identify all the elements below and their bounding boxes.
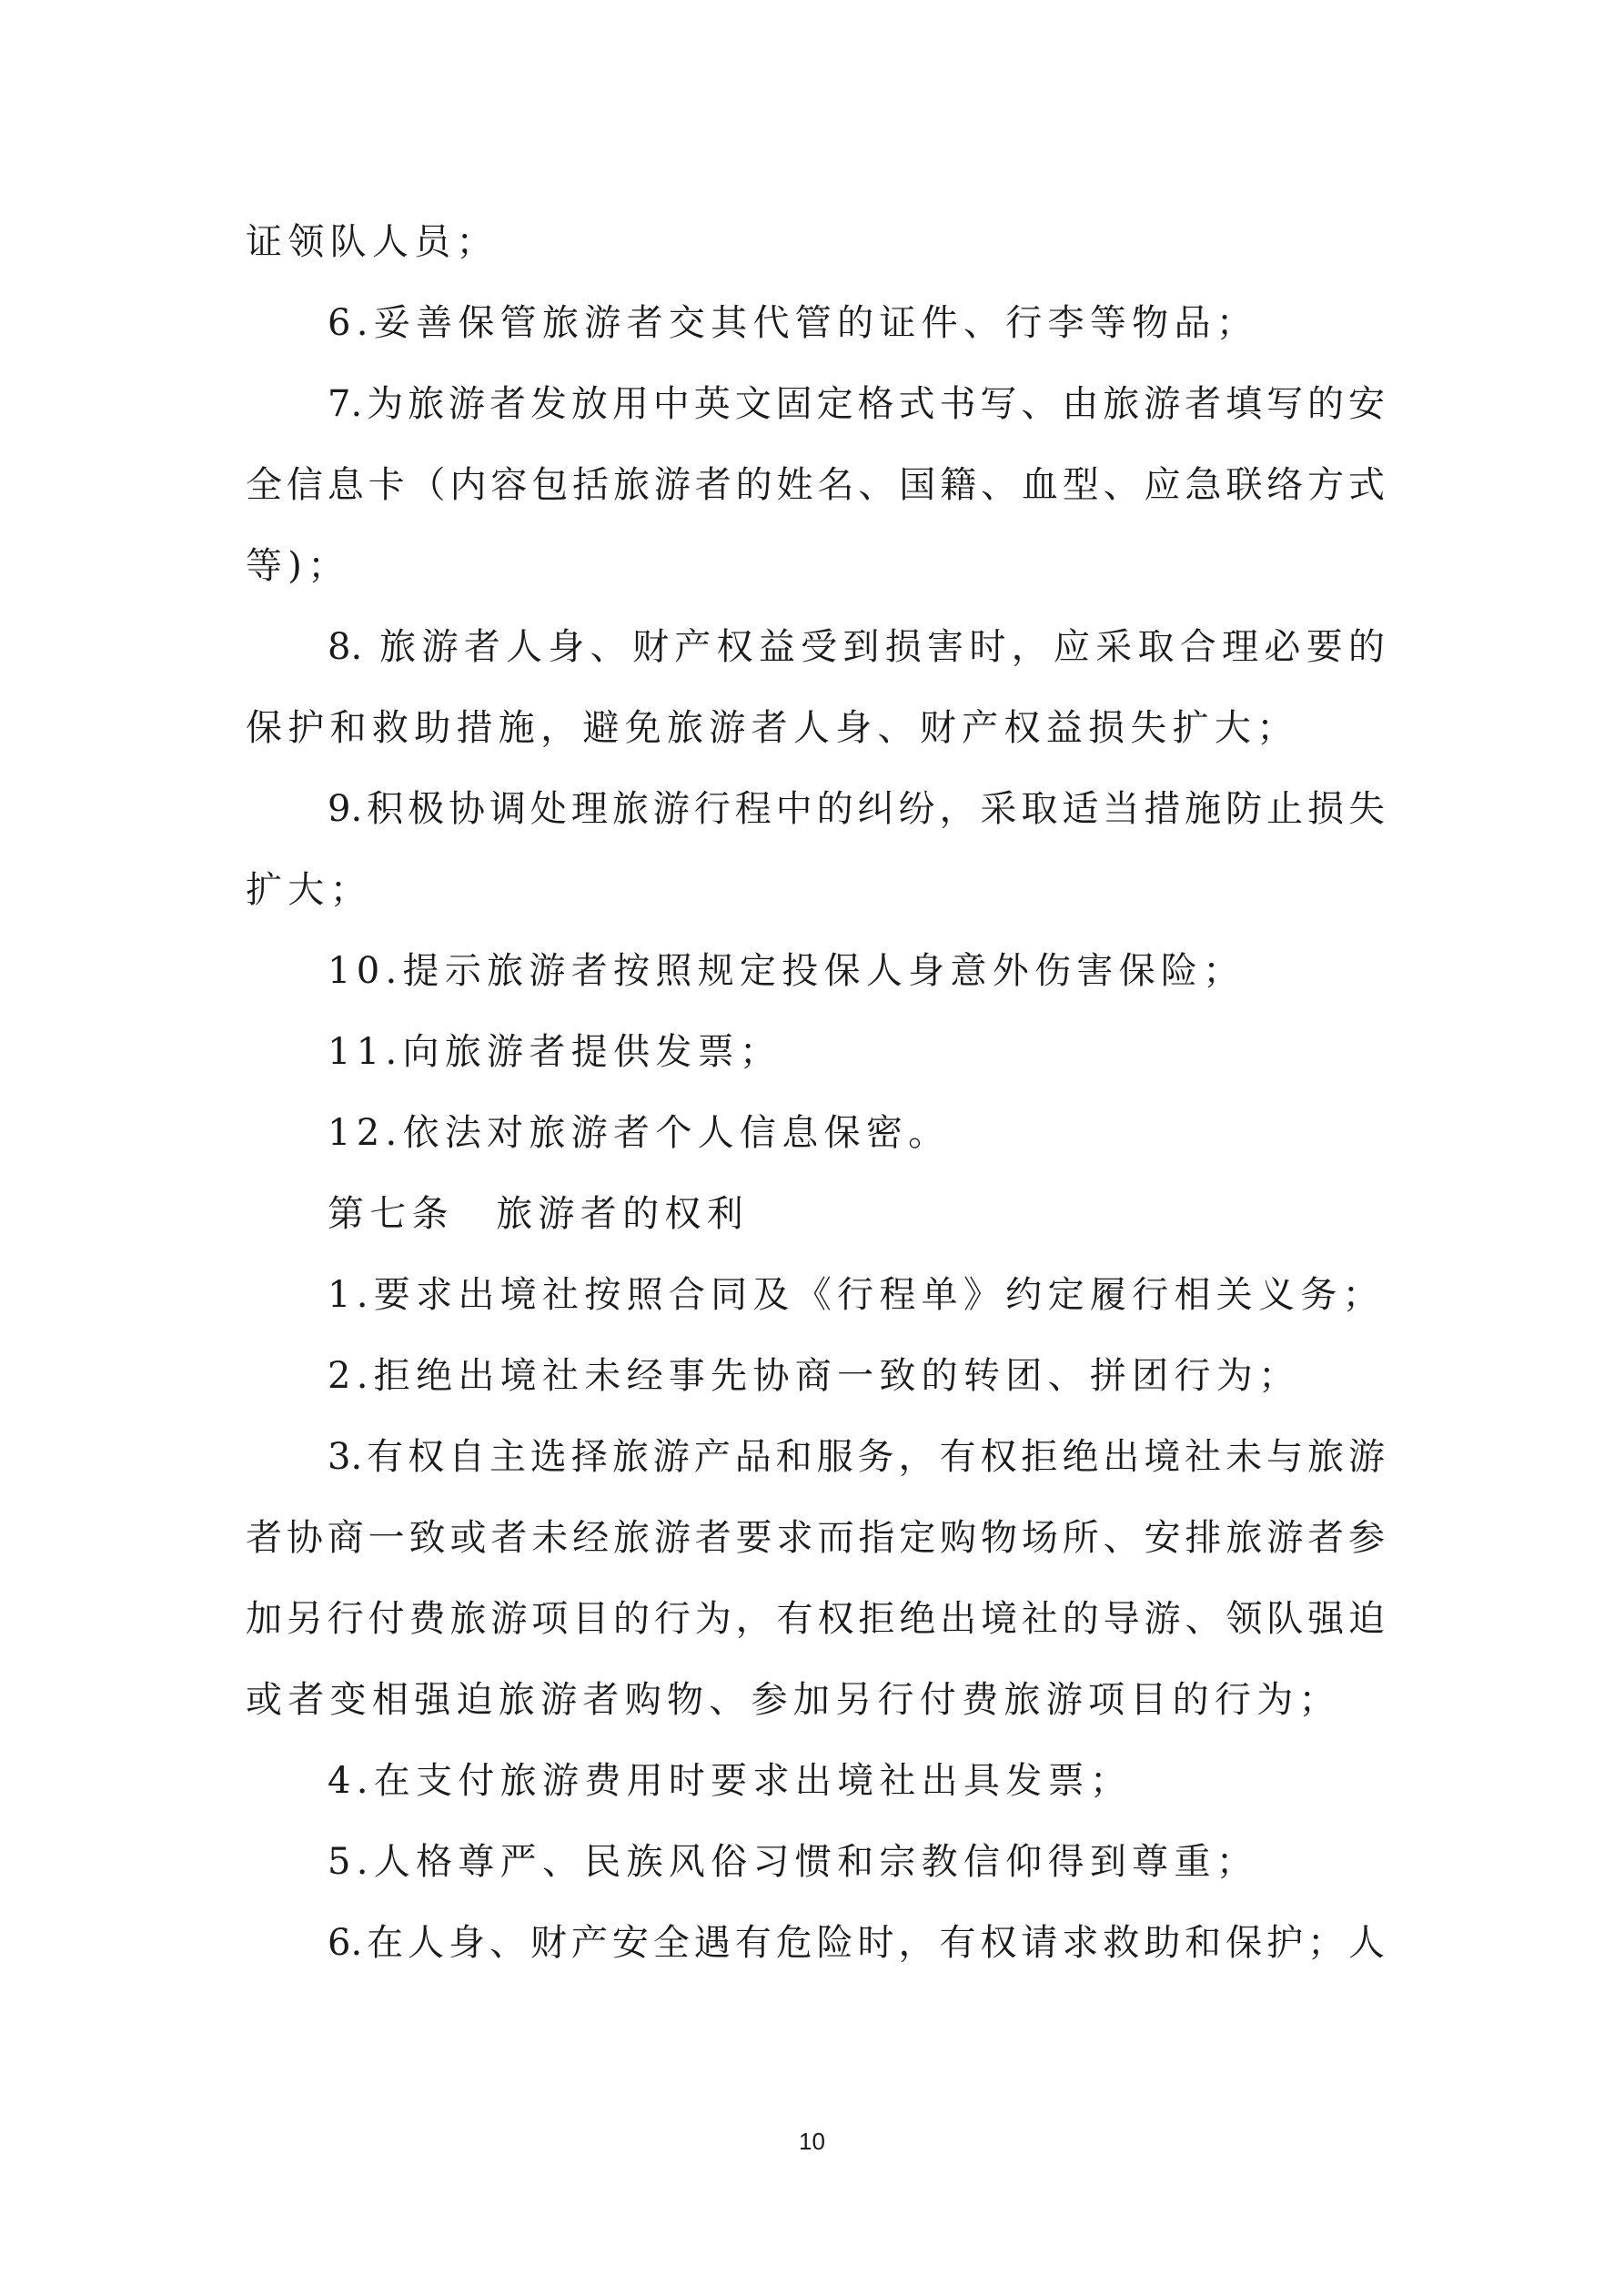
text-line: 或者变相强迫旅游者购物、参加另行付费旅游项目的行为； bbox=[246, 1679, 1341, 1721]
text-line: 4.在支付旅游费用时要求出境社出具发票； bbox=[328, 1760, 1133, 1802]
text-line: 者协商一致或者未经旅游者要求而指定购物场所、安排旅游者参 bbox=[246, 1517, 1385, 1559]
text-line: 证领队人员； bbox=[246, 221, 499, 263]
text-line: 10.提示旅游者按照规定投保人身意外伤害保险； bbox=[328, 950, 1246, 992]
text-line: 9.积极协调处理旅游行程中的纠纷，采取适当措施防止损失 bbox=[328, 788, 1385, 830]
text-line: 3.有权自主选择旅游产品和服务，有权拒绝出境社未与旅游 bbox=[328, 1436, 1385, 1478]
text-line: 等)； bbox=[246, 545, 350, 587]
text-line: 2.拒绝出境社未经事先协商一致的转团、拼团行为； bbox=[328, 1355, 1301, 1397]
section-heading: 第七条 旅游者的权利 bbox=[328, 1193, 749, 1235]
text-line: 6.在人身、财产安全遇有危险时，有权请求救助和保护；人 bbox=[328, 1922, 1385, 1964]
text-line: 扩大； bbox=[246, 869, 372, 911]
text-line: 8. 旅游者人身、财产权益受到损害时，应采取合理必要的 bbox=[328, 626, 1385, 668]
text-line: 11.向旅游者提供发票； bbox=[328, 1031, 782, 1073]
text-line: 1.要求出境社按照合同及《行程单》约定履行相关义务； bbox=[328, 1274, 1385, 1316]
text-line: 12.依法对旅游者个人信息保密。 bbox=[328, 1112, 951, 1154]
text-line: 7.为旅游者发放用中英文固定格式书写、由旅游者填写的安 bbox=[328, 383, 1385, 425]
text-line: 加另行付费旅游项目的行为，有权拒绝出境社的导游、领队强迫 bbox=[246, 1598, 1385, 1640]
text-line: 5.人格尊严、民族风俗习惯和宗教信仰得到尊重； bbox=[328, 1841, 1259, 1883]
text-line: 6.妥善保管旅游者交其代管的证件、行李等物品； bbox=[328, 302, 1259, 344]
page-body bbox=[246, 202, 1385, 1984]
text-line: 全信息卡（内容包括旅游者的姓名、国籍、血型、应急联络方式 bbox=[246, 464, 1385, 506]
text-line: 保护和救助措施，避免旅游者人身、财产权益损失扩大； bbox=[246, 707, 1299, 749]
page-number: 10 bbox=[799, 2128, 825, 2155]
